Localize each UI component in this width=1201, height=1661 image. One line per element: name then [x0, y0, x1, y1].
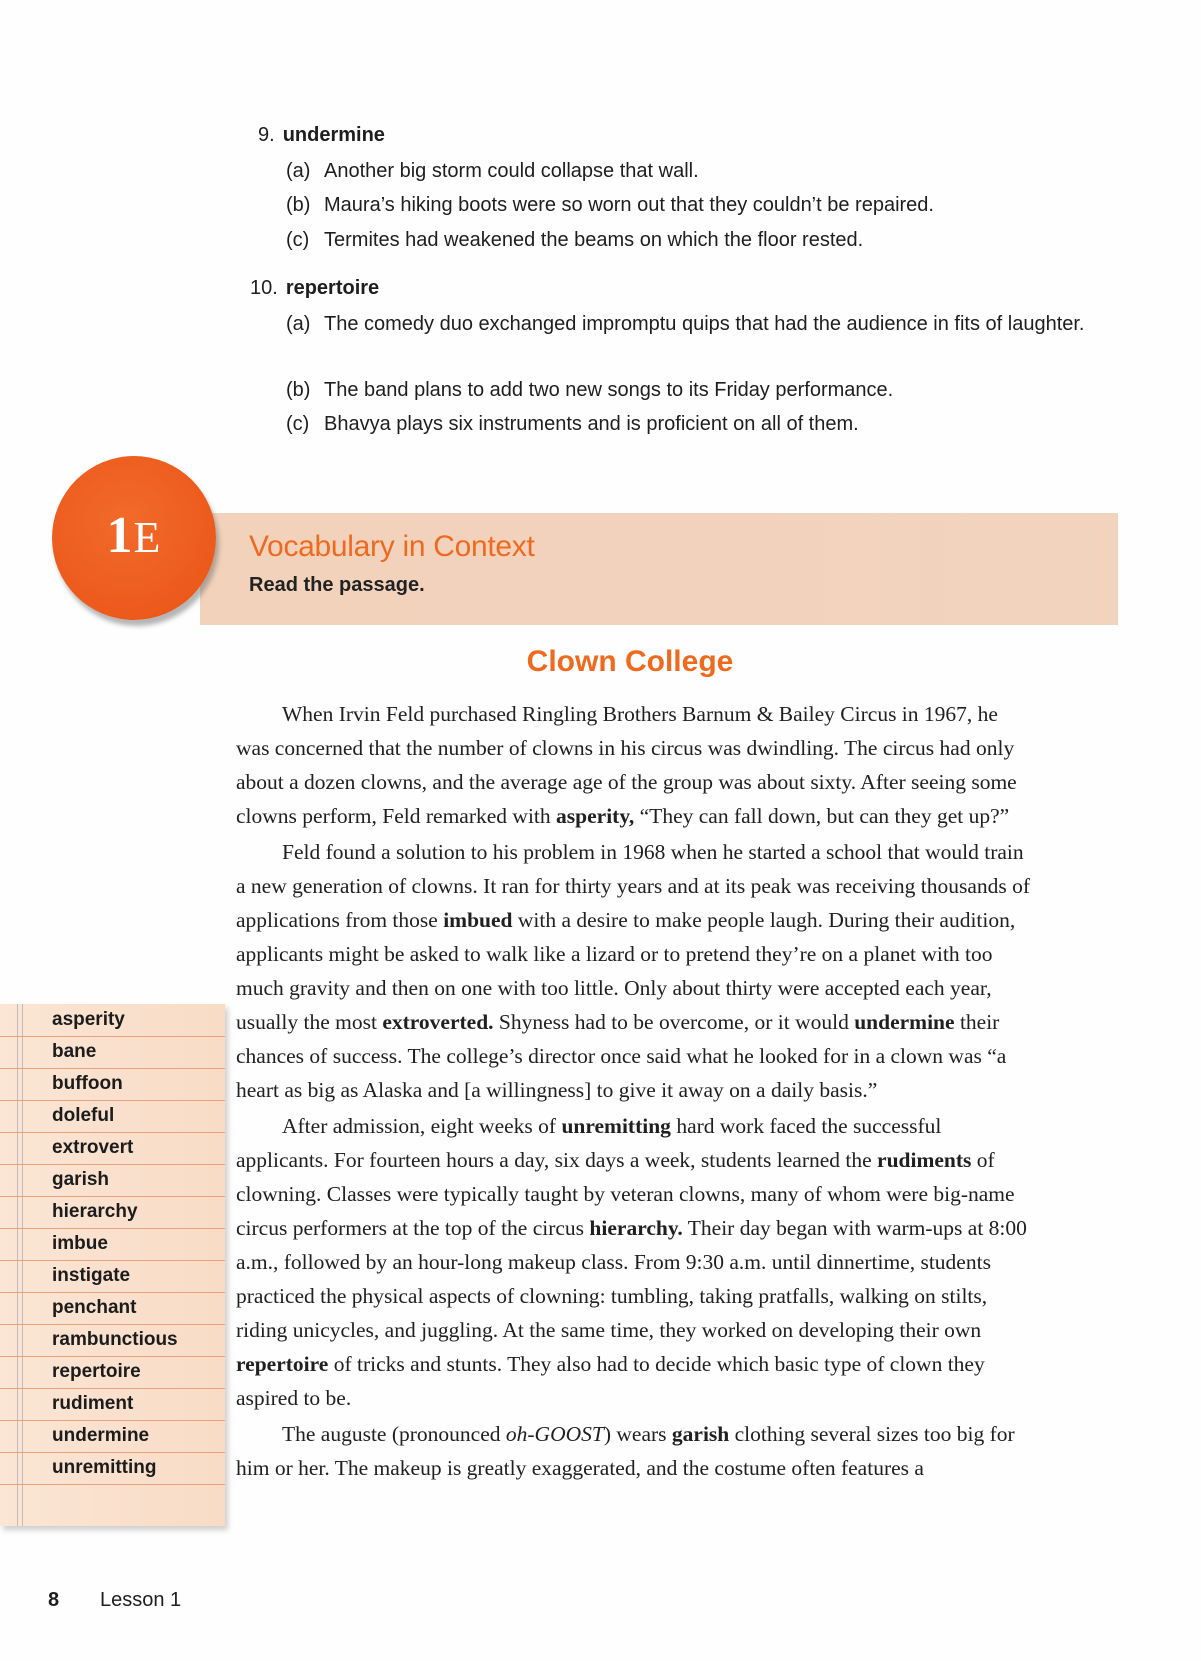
passage-text: of clowning. Classes were typically taught by veteran clowns, many of whom were big-name circus performers at the top of the circus [236, 1148, 1015, 1240]
passage-text: Their day began with warm-ups at 8:00 a.m., followed by an hour-long makeup class. From 9:30 a.m. until dinnertime, students practiced the physical aspects of clowning: tumbling, taking pratfalls, walking on stilts, riding unicycles, and juggling. At the same time, they worked on developing their own [236, 1216, 1027, 1342]
option-letter: (b) [286, 379, 311, 401]
passage-body [236, 697, 1036, 1485]
passage-text: ) wears [603, 1422, 672, 1446]
word-list-item [0, 1068, 225, 1101]
option-letter: (b) [286, 194, 311, 216]
word-list-label: buffoon [52, 1073, 123, 1094]
word-list-label: garish [52, 1169, 110, 1190]
passage-text: When Irvin Feld purchased Ringling Brothers Barnum & Bailey Circus in 1967, he was concerned that the number of clowns in his circus was dwindling. The circus had only about a dozen clowns, and the average age of the group was about sixty. After seeing some clowns perform, Feld remarked with [236, 702, 1017, 828]
question-9 [258, 124, 385, 147]
word-list-item [0, 1100, 225, 1133]
vocab-word: imbued [443, 908, 513, 932]
word-list-item [0, 1324, 225, 1357]
badge-number: 1 [106, 507, 134, 564]
option-10a [286, 310, 1086, 339]
vocab-word: hierarchy. [589, 1216, 683, 1240]
word-list-box [0, 1004, 225, 1526]
word-list-label: asperity [52, 1009, 125, 1030]
option-text: The band plans to add two new songs to its Friday performance. [324, 379, 894, 401]
word-list-label: undermine [52, 1425, 150, 1446]
option-9c [286, 226, 1086, 255]
word-list-label: unremitting [52, 1457, 157, 1478]
passage-text: with a desire to make people laugh. During their audition, applicants might be asked to walk like a lizard or to pretend they’re on a planet with too much gravity and then on one with too little. Only about thirty were accepted each year, usually the most [236, 908, 1016, 1034]
option-letter: (c) [286, 413, 310, 435]
word-list-item [0, 1420, 225, 1453]
word-list-item [0, 1260, 225, 1293]
word-list-label: hierarchy [52, 1201, 138, 1222]
section-badge [52, 456, 216, 620]
vocab-word: undermine [854, 1010, 955, 1034]
option-9a [286, 157, 1086, 186]
word-list-label: repertoire [52, 1361, 141, 1382]
word-list-item [0, 1004, 225, 1037]
passage-text: of tricks and stunts. They also had to decide which basic type of clown they aspired to be. [236, 1352, 985, 1410]
passage-title: Clown College [526, 645, 734, 678]
option-text: The comedy duo exchanged impromptu quips that had the audience in fits of laughter. [324, 313, 1085, 335]
vocab-word: garish [671, 1422, 730, 1446]
passage-paragraph [236, 1417, 1036, 1485]
word-list-item [0, 1036, 225, 1069]
question-10 [250, 277, 379, 300]
word-list-item [0, 1388, 225, 1421]
word-list-item [0, 1292, 225, 1325]
passage-text: “They can fall down, but can they get up?” [634, 804, 1010, 828]
passage-paragraph [236, 835, 1036, 1107]
option-letter: (c) [286, 229, 310, 251]
passage-paragraph [236, 697, 1036, 833]
vocab-word: rudiments [877, 1148, 972, 1172]
option-text: Termites had weakened the beams on which the floor rested. [324, 229, 864, 251]
word-list-label: penchant [52, 1297, 137, 1318]
word-list-label: instigate [52, 1265, 131, 1286]
option-9b [286, 191, 1086, 220]
option-text: Bhavya plays six instruments and is proficient on all of them. [324, 413, 859, 435]
badge-letter: E [133, 513, 162, 562]
passage-text: Feld found a solution to his problem in 1968 when he started a school that would train a new generation of clowns. It ran for thirty years and at its peak was receiving thousands of applications from those [236, 840, 1031, 932]
word-list-label: extrovert [52, 1137, 134, 1158]
word-list-label: rambunctious [52, 1329, 178, 1350]
word-list-item [0, 1196, 225, 1229]
question-number: 10. [250, 277, 278, 299]
option-letter: (a) [286, 160, 311, 182]
word-list-label: doleful [52, 1105, 115, 1126]
passage-text: After admission, eight weeks of [282, 1114, 562, 1138]
passage-text: The auguste (pronounced [282, 1422, 506, 1446]
section-instructions: Read the passage. [249, 574, 425, 596]
vocab-word: extroverted. [382, 1010, 494, 1034]
option-10b [286, 376, 1086, 405]
vocab-word: asperity, [556, 804, 635, 828]
question-number: 9. [258, 124, 275, 146]
vocab-word: unremitting [561, 1114, 671, 1138]
option-letter: (a) [286, 313, 311, 335]
word-list-item [0, 1452, 225, 1485]
passage-text: clothing several sizes too big for him or her. The makeup is greatly exaggerated, and the costume often features a [236, 1422, 1015, 1480]
section-badge-label [52, 506, 216, 565]
lesson-label: Lesson 1 [100, 1589, 182, 1611]
passage-text: their chances of success. The college’s director once said what he looked for in a clown was “a heart as big as Alaska and [a willingness] to give it away on a daily basis.” [236, 1010, 1007, 1102]
word-list-label: rudiment [52, 1393, 134, 1414]
option-text: Maura’s hiking boots were so worn out that they couldn’t be repaired. [324, 194, 934, 216]
word-list-item [0, 1356, 225, 1389]
pronunciation: oh-GOOST [505, 1422, 604, 1446]
word-list-item [0, 1164, 225, 1197]
word-list-label: bane [52, 1041, 97, 1062]
question-word: undermine [282, 124, 385, 146]
passage-paragraph [236, 1109, 1036, 1415]
vocab-word: repertoire [236, 1352, 329, 1376]
section-title: Vocabulary in Context [249, 530, 535, 563]
option-text: Another big storm could collapse that wall. [324, 160, 699, 182]
page-number: 8 [48, 1589, 60, 1611]
word-list-item [0, 1132, 225, 1165]
passage-text: hard work faced the successful applicants. For fourteen hours a day, six days a week, students learned the [236, 1114, 942, 1172]
question-word: repertoire [285, 277, 380, 299]
word-list-item [0, 1228, 225, 1261]
word-list-label: imbue [52, 1233, 108, 1254]
passage-text: Shyness had to be overcome, or it would [493, 1010, 855, 1034]
option-10c [286, 410, 1086, 439]
